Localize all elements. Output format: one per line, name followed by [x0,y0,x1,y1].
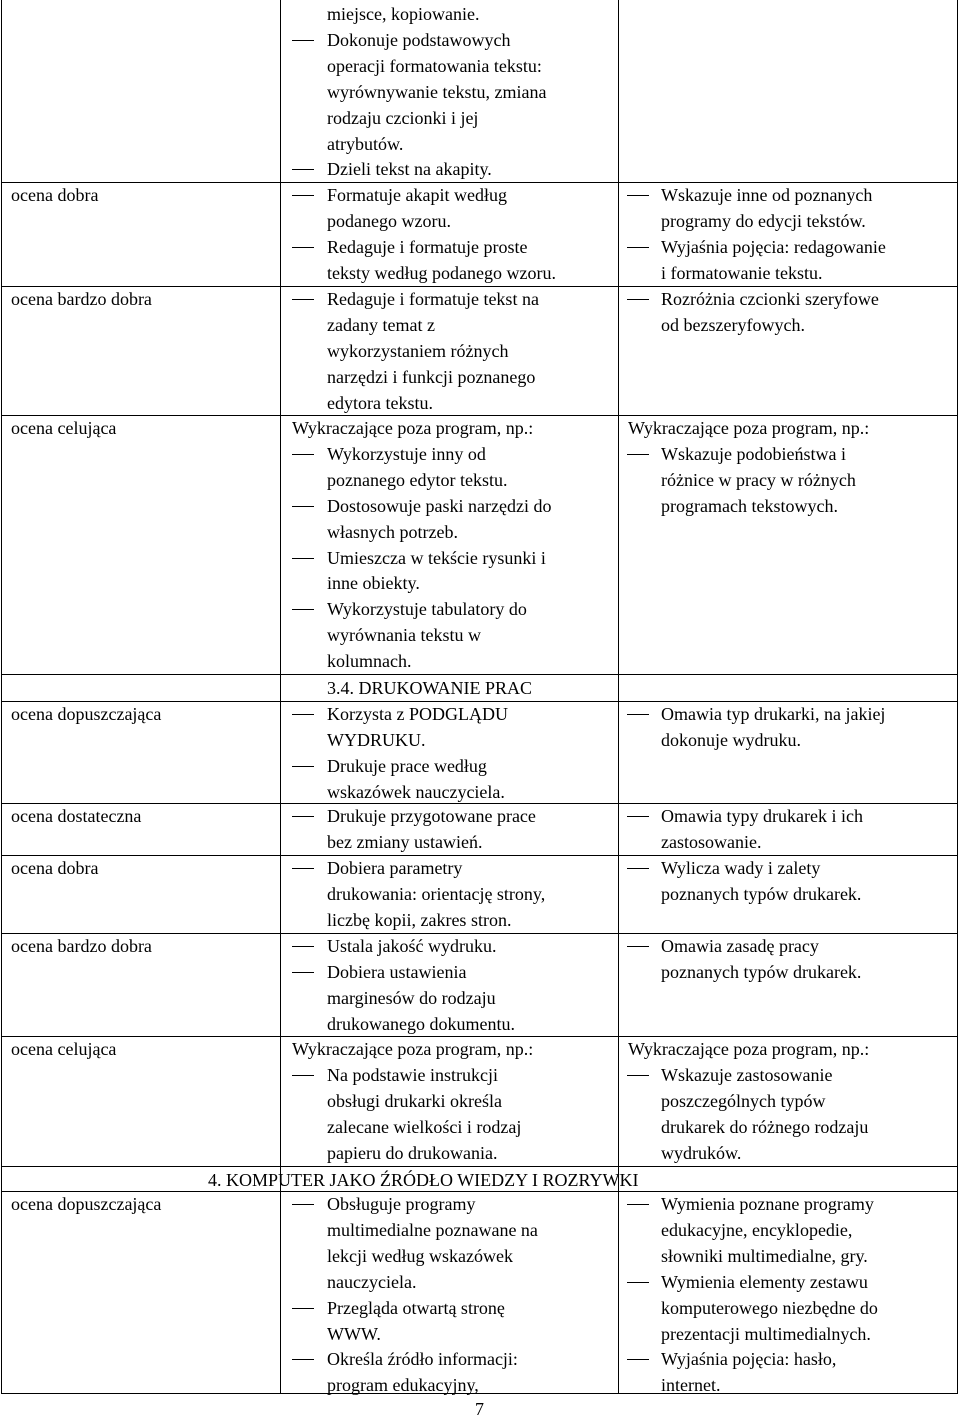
requirement-line: Wykorzystuje inny od [327,443,486,464]
table-border-right [957,0,958,1393]
requirement-line: Dokonuje podstawowych [327,29,511,50]
requirement-line: nauczyciela. [327,1271,417,1292]
section-divider [1,1166,958,1167]
extended-requirement-line: Wskazuje zastosowanie [661,1064,833,1085]
requirement-line: wskazówek nauczyciela. [327,781,505,802]
extended-requirement-line: drukarek do różnego rodzaju [661,1116,869,1137]
requirement-line: drukowania: orientację strony, [327,883,546,904]
extended-requirement-line: Wymienia elementy zestawu [661,1271,868,1292]
grade-label: ocena dostateczna [11,806,142,826]
requirement-line: liczbę kopii, zakres stron. [327,909,512,930]
requirement-line: Wykraczające poza program, np.: [292,418,534,438]
requirement-line: marginesów do rodzaju [327,987,496,1008]
table-border-bottom [1,1393,958,1394]
extended-requirement-line: Omawia typ drukarki, na jakiej [661,704,886,724]
requirement-line: poznanego edytor tekstu. [327,469,508,490]
requirement-line: Umieszcza w tekście rysunki i [327,547,546,568]
extended-requirement-line: dokonuje wydruku. [661,729,801,750]
grade-label: ocena celująca [11,1039,117,1059]
extended-requirement-line: edukacyjne, encyklopedie, [661,1219,853,1240]
bullet-dash [627,195,649,196]
row-divider [1,1191,958,1192]
extended-requirement-line: Rozróżnia czcionki szeryfowe [661,289,879,309]
extended-requirement-line: Wylicza wady i zalety [661,858,821,878]
extended-requirement-line: Wykraczające poza program, np.: [628,1039,870,1059]
grade-label: ocena celująca [11,418,117,438]
section-heading: 4. KOMPUTER JAKO ŹRÓDŁO WIEDZY I ROZRYWKI [208,1170,639,1190]
extended-requirement-line: wydruków. [661,1142,742,1163]
requirement-line: Dobiera ustawienia [327,961,467,982]
requirement-line: papieru do drukowania. [327,1142,498,1163]
extended-requirement-line: Wykraczające poza program, np.: [628,418,870,438]
requirement-line: edytora tekstu. [327,392,433,413]
requirement-line: Na podstawie instrukcji [327,1064,498,1085]
grade-label: ocena dopuszczająca [11,1194,162,1214]
requirement-line: WWW. [327,1323,381,1344]
extended-requirement-line: słowniki multimedialne, gry. [661,1245,868,1266]
requirement-line: multimedialne poznawane na [327,1219,538,1240]
requirement-line: Dostosowuje paski narzędzi do [327,495,552,516]
requirement-line: zadany temat z [327,314,435,335]
requirement-line: obsługi drukarki określa [327,1090,502,1111]
requirement-line: Korzysta z PODGLĄDU [327,704,508,724]
requirement-line: Dobiera parametry [327,858,463,878]
extended-requirement-line: programach tekstowych. [661,495,838,516]
bullet-dash [627,299,649,300]
requirement-line: Drukuje przygotowane prace [327,806,536,826]
row-divider [1,701,958,702]
requirement-line: Obsługuje programy [327,1194,476,1214]
requirement-line: wykorzystaniem różnych [327,340,509,361]
section-heading: 3.4. DRUKOWANIE PRAC [327,678,533,698]
requirement-line: Drukuje prace według [327,755,487,776]
bullet-dash [292,1359,314,1360]
bullet-dash [627,1359,649,1360]
requirement-line: podanego wzoru. [327,210,451,231]
requirement-line: Ustala jakość wydruku. [327,936,497,956]
extended-requirement-line: i formatowanie tekstu. [661,262,823,283]
bullet-dash [627,816,649,817]
extended-requirement-line: Wymienia poznane programy [661,1194,874,1214]
bullet-dash [292,868,314,869]
extended-requirement-line: poznanych typów drukarek. [661,883,862,904]
bullet-dash [292,609,314,610]
extended-requirement-line: Wyjaśnia pojęcia: redagowanie [661,236,886,257]
requirement-line: Określa źródło informacji: [327,1349,518,1370]
extended-requirement-line: internet. [661,1375,721,1396]
bullet-dash [292,169,314,170]
bullet-dash [292,816,314,817]
bullet-dash [292,766,314,767]
extended-requirement-line: Omawia typy drukarek i ich [661,806,863,826]
row-divider [1,1036,958,1037]
row-divider [1,182,958,183]
bullet-dash [627,247,649,248]
requirement-line: WYDRUKU. [327,729,426,750]
bullet-dash [292,506,314,507]
requirement-line: operacji formatowania tekstu: [327,55,542,76]
grade-label: ocena bardzo dobra [11,936,152,956]
requirement-line: teksty według podanego wzoru. [327,262,556,283]
requirement-line: drukowanego dokumentu. [327,1013,515,1034]
bullet-dash [292,972,314,973]
requirement-line: inne obiekty. [327,573,420,594]
table-border-left [1,0,2,1393]
bullet-dash [292,714,314,715]
extended-requirement-line: poszczególnych typów [661,1090,826,1111]
extended-requirement-line: zastosowanie. [661,831,762,852]
bullet-dash [627,946,649,947]
requirement-line: lekcji według wskazówek [327,1245,513,1266]
requirement-line: Dzieli tekst na akapity. [327,159,492,180]
requirement-line: Redaguje i formatuje tekst na [327,289,539,309]
bullet-dash [292,195,314,196]
requirement-line: bez zmiany ustawień. [327,831,483,852]
extended-requirement-line: Wyjaśnia pojęcia: hasło, [661,1349,837,1370]
extended-requirement-line: Omawia zasadę pracy [661,936,819,956]
requirement-line: własnych potrzeb. [327,521,458,542]
grade-label: ocena bardzo dobra [11,289,152,309]
grade-label: ocena dopuszczająca [11,704,162,724]
extended-requirement-line: od bezszeryfowych. [661,314,805,335]
row-divider [1,855,958,856]
row-divider [1,286,958,287]
grade-label: ocena dobra [11,858,99,878]
bullet-dash [627,454,649,455]
requirement-line: wyrównywanie tekstu, zmiana [327,81,547,102]
requirement-line: narzędzi i funkcji poznanego [327,366,536,387]
bullet-dash [292,946,314,947]
requirement-line: Redaguje i formatuje proste [327,236,528,257]
requirement-line: kolumnach. [327,651,412,672]
bullet-dash [292,558,314,559]
bullet-dash [292,1075,314,1076]
extended-requirement-line: Wskazuje inne od poznanych [661,185,873,205]
requirement-line: program edukacyjny, [327,1375,479,1396]
row-divider [1,933,958,934]
bullet-dash [292,299,314,300]
bullet-dash [292,1308,314,1309]
extended-requirement-line: poznanych typów drukarek. [661,961,862,982]
bullet-dash [627,868,649,869]
extended-requirement-line: programy do edycji tekstów. [661,210,866,231]
requirement-line: Wykraczające poza program, np.: [292,1039,534,1059]
bullet-dash [292,40,314,41]
extended-requirement-line: prezentacji multimedialnych. [661,1323,871,1344]
bullet-dash [627,1282,649,1283]
extended-requirement-line: Wskazuje podobieństwa i [661,443,846,464]
requirement-line: Formatuje akapit według [327,185,507,205]
extended-requirement-line: komputerowego niezbędne do [661,1297,878,1318]
row-divider [1,415,958,416]
requirement-line: Wykorzystuje tabulatory do [327,599,527,620]
bullet-dash [292,247,314,248]
section-divider [1,674,958,675]
row-divider [1,803,958,804]
bullet-dash [292,454,314,455]
requirement-line: rodzaju czcionki i jej [327,107,479,128]
bullet-dash [627,714,649,715]
requirement-line: atrybutów. [327,133,404,154]
page-number: 7 [475,1399,484,1419]
bullet-dash [627,1204,649,1205]
extended-requirement-line: różnice w pracy w różnych [661,469,856,490]
requirement-line: wyrównania tekstu w [327,625,481,646]
requirement-line: Przegląda otwartą stronę [327,1297,505,1318]
requirement-line: zalecane wielkości i rodzaj [327,1116,522,1137]
requirement-line: miejsce, kopiowanie. [327,4,480,24]
bullet-dash [627,1075,649,1076]
grade-label: ocena dobra [11,185,99,205]
bullet-dash [292,1204,314,1205]
